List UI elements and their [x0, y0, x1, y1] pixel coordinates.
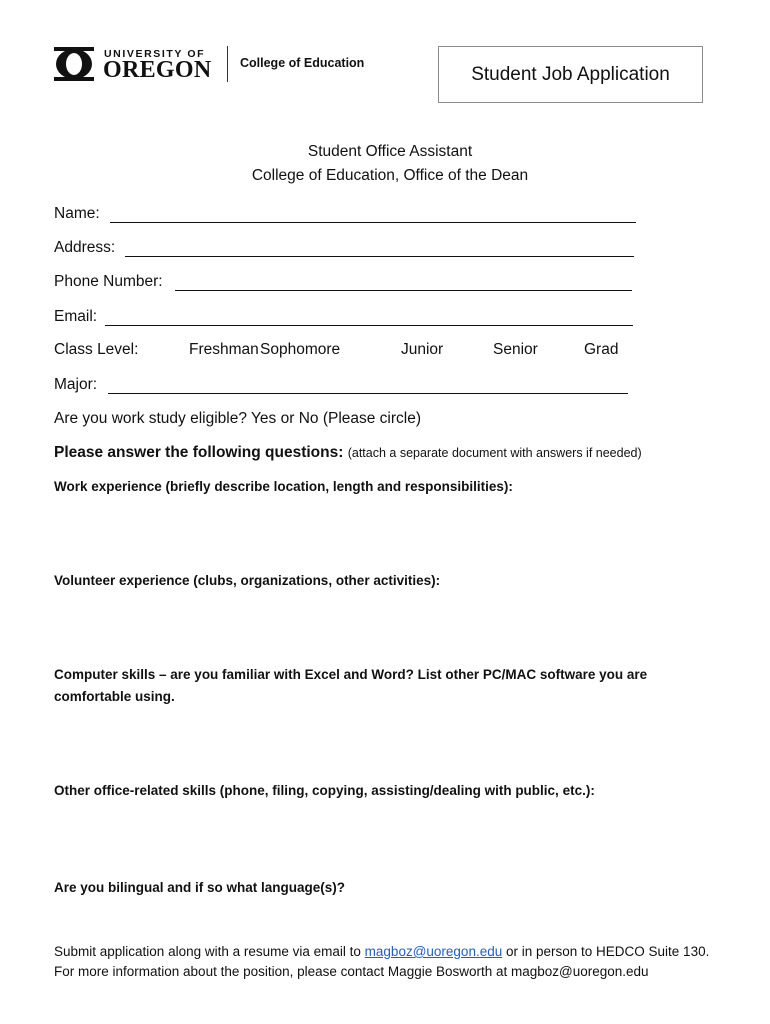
name-field-line[interactable]: [110, 222, 636, 223]
phone-label: Phone Number:: [54, 273, 163, 290]
question-office-skills: Other office-related skills (phone, filing, copying, assisting/dealing with public, etc.):: [54, 783, 595, 798]
position-title: Student Office Assistant: [307, 143, 473, 160]
footer-text-end: or in person to HEDCO Suite 130. For more information about the position, please contact Maggie Bosworth at magboz@uoregon.edu: [54, 944, 710, 979]
class-option-senior[interactable]: Senior: [493, 341, 538, 358]
logo-college-of-education: College of Education: [240, 56, 365, 70]
address-field-line[interactable]: [125, 256, 634, 257]
submission-instructions: [54, 942, 724, 982]
class-option-sophomore[interactable]: Sophomore: [260, 341, 341, 358]
class-level-label: Class Level:: [54, 341, 139, 358]
question-bilingual: Are you bilingual and if so what language(s)?: [54, 880, 346, 895]
logo-divider: [227, 46, 228, 82]
logo-university-of: UNIVERSITY OF: [104, 48, 206, 60]
email-link[interactable]: magboz@uoregon.edu: [364, 944, 503, 959]
questions-note: (attach a separate document with answers if needed): [347, 446, 642, 460]
questions-heading-text: Please answer the following questions:: [54, 444, 344, 461]
question-work-experience: Work experience (briefly describe location, length and responsibilities):: [54, 479, 513, 494]
question-computer-skills: Computer skills – are you familiar with Excel and Word? List other PC/MAC software you are comfortable using.: [54, 667, 648, 704]
major-field-line[interactable]: [108, 393, 628, 394]
work-study-question: Are you work study eligible? Yes or No (Please circle): [54, 410, 422, 427]
email-field-line[interactable]: [105, 325, 633, 326]
oregon-o-logo-icon: [54, 47, 94, 81]
class-option-grad[interactable]: Grad: [584, 341, 619, 358]
department-title: College of Education, Office of the Dean: [251, 167, 529, 184]
form-title: Student Job Application: [471, 63, 670, 85]
address-label: Address:: [54, 239, 116, 256]
footer-text-start: Submit application along with a resume via email to: [54, 944, 365, 959]
phone-field-line[interactable]: [175, 290, 632, 291]
class-option-junior[interactable]: Junior: [401, 341, 444, 358]
email-label: Email:: [54, 308, 98, 325]
logo-oregon: OREGON: [103, 57, 212, 83]
name-label: Name:: [54, 205, 100, 222]
form-title-box: [438, 46, 703, 103]
question-volunteer-experience: Volunteer experience (clubs, organizations, other activities):: [54, 573, 441, 588]
major-label: Major:: [54, 376, 98, 393]
questions-heading: [54, 444, 642, 462]
class-option-freshman[interactable]: Freshman: [189, 341, 259, 358]
